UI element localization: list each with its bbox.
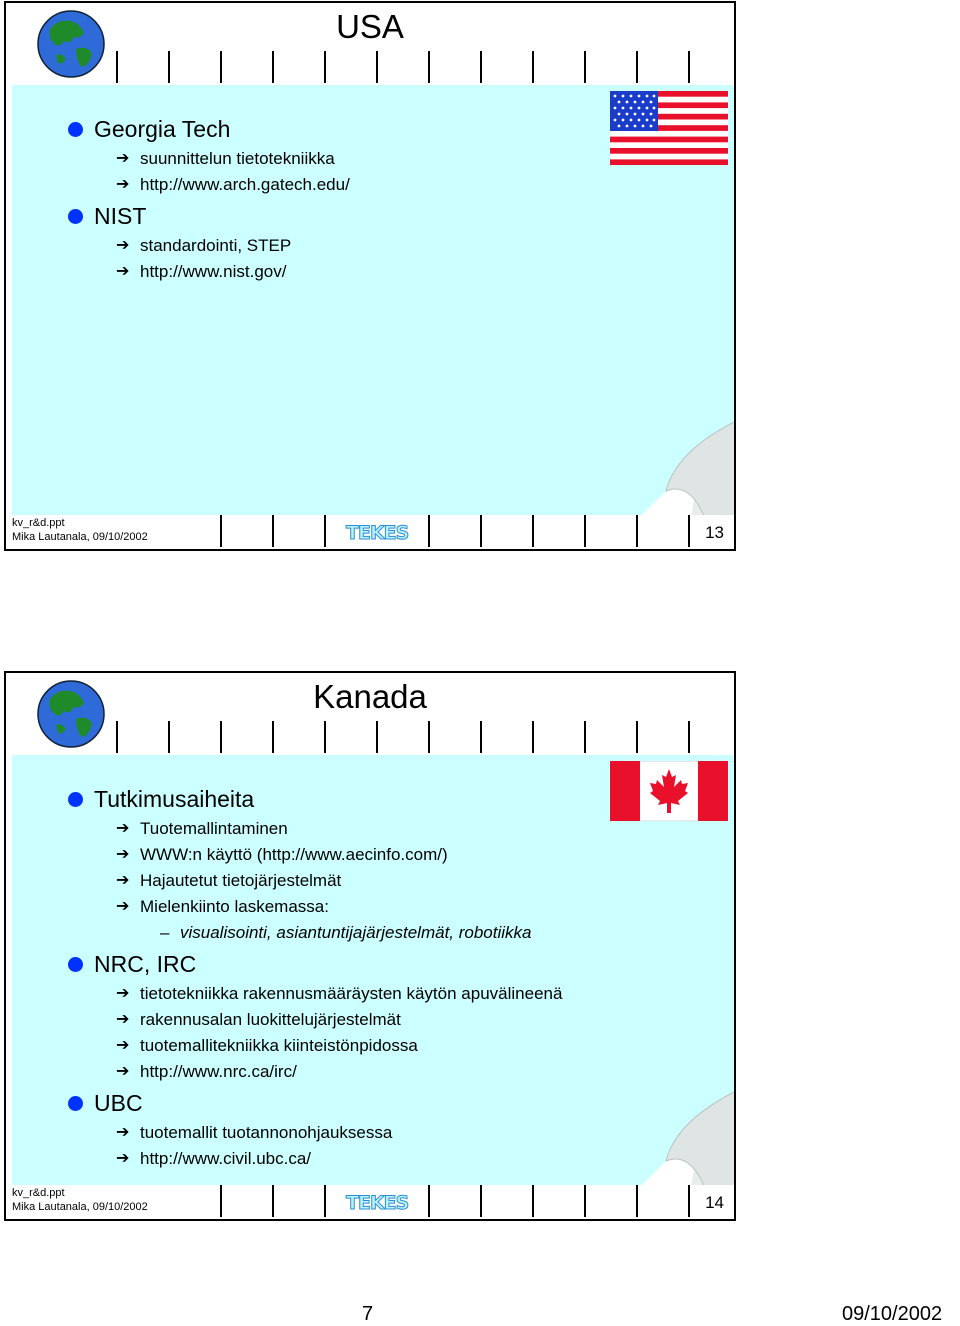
footer-filename: kv_r&d.ppt <box>12 1187 65 1199</box>
tekes-logo: TEKES <box>346 522 409 544</box>
bullet-item: Tutkimusaiheita <box>68 785 596 813</box>
bullet-item: Georgia Tech <box>68 115 596 143</box>
arrow-right-icon: ➔ <box>116 898 130 915</box>
sub-bullet-item: ➔ Mielenkiinto laskemassa: <box>68 894 596 920</box>
sub-bullet-item: ➔ Tuotemallintaminen <box>68 816 596 842</box>
page-date: 09/10/2002 <box>842 1303 943 1325</box>
tekes-logo: TEKES <box>346 1192 409 1214</box>
arrow-right-icon: ➔ <box>116 263 130 280</box>
sub-bullet-item: ➔ standardointi, STEP <box>68 233 596 259</box>
sub-bullet-item: ➔ tuotemallitekniikka kiinteistönpidossa <box>68 1033 596 1059</box>
sub-bullet-item: ➔ http://www.civil.ubc.ca/ <box>68 1146 596 1172</box>
round-bullet-icon <box>68 122 83 137</box>
arrow-right-icon: ➔ <box>116 820 130 837</box>
arrow-right-icon: ➔ <box>116 1063 130 1080</box>
slide-number: 13 <box>705 523 724 542</box>
slide-title: USA <box>336 8 404 45</box>
footer-author: Mika Lautanala, 09/10/2002 <box>12 531 148 543</box>
dash-icon: – <box>160 923 170 942</box>
footer-author: Mika Lautanala, 09/10/2002 <box>12 1201 148 1213</box>
slide-footer <box>6 515 734 549</box>
arrow-right-icon: ➔ <box>116 237 130 254</box>
bullet-item: NRC, IRC <box>68 950 596 978</box>
page-number: 7 <box>362 1303 374 1325</box>
page-curl-icon <box>636 421 736 521</box>
slide-title: Kanada <box>313 678 427 715</box>
footer-filename: kv_r&d.ppt <box>12 517 65 529</box>
bullet-item: NIST <box>68 202 596 230</box>
sub-bullet-item: ➔ tuotemallit tuotannonohjauksessa <box>68 1120 596 1146</box>
arrow-right-icon: ➔ <box>116 985 130 1002</box>
sub-sub-bullet-item: – visualisointi, asiantuntijajärjestelmät, robotiikka <box>68 920 596 946</box>
usa-flag <box>610 91 728 165</box>
bullet-item: UBC <box>68 1089 596 1117</box>
round-bullet-icon <box>68 209 83 224</box>
sub-bullet-item: ➔ http://www.nist.gov/ <box>68 259 596 285</box>
sub-bullet-item: ➔ http://www.arch.gatech.edu/ <box>68 172 596 198</box>
sub-bullet-item: ➔ Hajautetut tietojärjestelmät <box>68 868 596 894</box>
tick-row <box>6 721 734 755</box>
round-bullet-icon <box>68 792 83 807</box>
arrow-right-icon: ➔ <box>116 872 130 889</box>
canada-flag <box>610 761 728 821</box>
arrow-right-icon: ➔ <box>116 1124 130 1141</box>
arrow-right-icon: ➔ <box>116 1037 130 1054</box>
page-curl-icon <box>636 1091 736 1191</box>
slide-footer <box>6 1185 734 1219</box>
sub-bullet-item: ➔ suunnittelun tietotekniikka <box>68 146 596 172</box>
slide-content <box>12 85 736 521</box>
slide-usa <box>4 1 736 551</box>
sub-bullet-item: ➔ rakennusalan luokittelujärjestelmät <box>68 1007 596 1033</box>
sub-bullet-item: ➔ http://www.nrc.ca/irc/ <box>68 1059 596 1085</box>
slide-content <box>12 755 736 1191</box>
arrow-right-icon: ➔ <box>116 1150 130 1167</box>
arrow-right-icon: ➔ <box>116 176 130 193</box>
arrow-right-icon: ➔ <box>116 846 130 863</box>
tick-row <box>6 51 734 85</box>
sub-bullet-item: ➔ WWW:n käyttö (http://www.aecinfo.com/) <box>68 842 596 868</box>
round-bullet-icon <box>68 957 83 972</box>
round-bullet-icon <box>68 1096 83 1111</box>
slide-number: 14 <box>705 1193 724 1212</box>
arrow-right-icon: ➔ <box>116 150 130 167</box>
sub-bullet-item: ➔ tietotekniikka rakennusmääräysten käytön apuvälineenä <box>68 981 596 1007</box>
slide-kanada <box>4 671 736 1221</box>
arrow-right-icon: ➔ <box>116 1011 130 1028</box>
